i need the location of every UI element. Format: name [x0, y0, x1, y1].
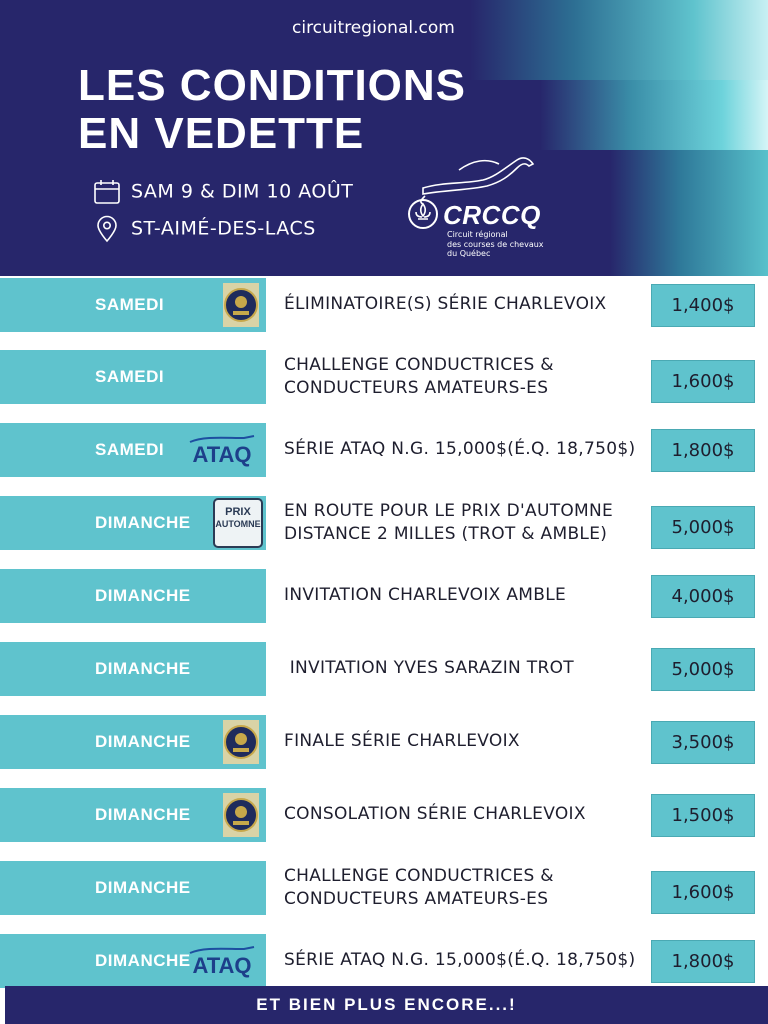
race-description — [284, 803, 586, 826]
location-pin-icon — [93, 215, 121, 243]
race-row — [0, 569, 768, 629]
race-day-block — [0, 715, 266, 769]
race-prize: 3,500$ — [651, 721, 755, 764]
page-title — [78, 62, 466, 158]
crccq-logo — [405, 150, 565, 270]
race-description — [284, 354, 554, 400]
race-day-label: SAMEDI — [95, 440, 165, 459]
race-day-block — [0, 861, 266, 915]
race-day-block — [0, 423, 266, 477]
header-banner — [0, 0, 768, 276]
race-description — [284, 865, 554, 911]
race-day-label: DIMANCHE — [95, 951, 191, 970]
logo-subtitle-line: Circuit régional — [447, 230, 508, 239]
race-description-line: INVITATION CHARLEVOIX AMBLE — [284, 585, 567, 605]
race-prize: 5,000$ — [651, 506, 755, 549]
race-day-block — [0, 496, 266, 550]
race-prize: 1,800$ — [651, 429, 755, 472]
race-description — [284, 500, 613, 546]
charlevoix-seal-icon — [223, 720, 259, 768]
title-line: EN VEDETTE — [78, 109, 365, 158]
prix-automne-logo-icon — [212, 497, 264, 553]
teal-gradient-block — [470, 0, 768, 80]
race-row — [0, 788, 768, 848]
race-description-line: DISTANCE 2 MILLES (TROT & AMBLE) — [284, 524, 608, 544]
svg-text:ATAQ: ATAQ — [192, 442, 252, 467]
race-row — [0, 642, 768, 702]
race-row — [0, 496, 768, 556]
ataq-logo-icon — [184, 432, 260, 472]
race-description — [284, 657, 574, 680]
race-description-line: EN ROUTE POUR LE PRIX D'AUTOMNE — [284, 501, 614, 521]
charlevoix-seal-icon — [223, 793, 259, 841]
race-prize: 4,000$ — [651, 575, 755, 618]
race-prize: 1,400$ — [651, 284, 755, 327]
race-row — [0, 350, 768, 410]
race-day-block — [0, 278, 266, 332]
race-description-line: CONDUCTEURS AMATEURS-ES — [284, 378, 549, 398]
calendar-icon — [93, 178, 121, 206]
race-day-label: DIMANCHE — [95, 878, 191, 897]
race-description-line: CONSOLATION SÉRIE CHARLEVOIX — [284, 804, 586, 824]
race-day-block — [0, 788, 266, 842]
location-text: ST-AIMÉ-DES-LACS — [131, 217, 316, 240]
svg-text:AUTOMNE: AUTOMNE — [215, 519, 261, 529]
date-text: SAM 9 & DIM 10 AOÛT — [131, 180, 354, 203]
race-day-block — [0, 569, 266, 623]
race-description-line: SÉRIE ATAQ N.G. 15,000$(É.Q. 18,750$) — [284, 439, 636, 459]
event-date — [93, 178, 353, 206]
race-prize: 1,600$ — [651, 360, 755, 403]
fleur-de-lis-icon — [407, 198, 439, 230]
teal-gradient-block — [540, 80, 768, 150]
race-day-label: DIMANCHE — [95, 513, 191, 532]
race-day-label: DIMANCHE — [95, 805, 191, 824]
title-line: LES CONDITIONS — [78, 61, 467, 110]
svg-text:ATAQ: ATAQ — [192, 953, 252, 978]
race-description-line: CHALLENGE CONDUCTRICES & — [284, 355, 554, 375]
race-row — [0, 934, 768, 994]
race-row — [0, 423, 768, 483]
svg-text:PRIX: PRIX — [225, 506, 251, 518]
race-description — [284, 293, 607, 316]
logo-brand: CRCCQ — [443, 200, 541, 230]
race-prize: 5,000$ — [651, 648, 755, 691]
horse-icon — [413, 150, 543, 205]
race-day-label: DIMANCHE — [95, 586, 191, 605]
race-description-line: CHALLENGE CONDUCTRICES & — [284, 866, 554, 886]
race-row — [0, 861, 768, 921]
logo-subtitle — [447, 230, 577, 259]
race-description — [284, 438, 635, 461]
race-description-line: FINALE SÉRIE CHARLEVOIX — [284, 731, 520, 751]
race-prize: 1,800$ — [651, 940, 755, 983]
race-description-line: ÉLIMINATOIRE(S) SÉRIE CHARLEVOIX — [284, 294, 607, 314]
race-day-label: DIMANCHE — [95, 659, 191, 678]
race-row — [0, 715, 768, 775]
race-day-block — [0, 350, 266, 404]
race-description-line: CONDUCTEURS AMATEURS-ES — [284, 889, 549, 909]
ataq-logo-icon — [184, 943, 260, 983]
race-prize: 1,600$ — [651, 871, 755, 914]
race-day-label: SAMEDI — [95, 367, 165, 386]
event-location — [93, 215, 316, 243]
race-description-line: INVITATION YVES SARAZIN TROT — [284, 658, 574, 678]
race-prize: 1,500$ — [651, 794, 755, 837]
race-description — [284, 584, 566, 607]
teal-gradient-block — [610, 150, 768, 276]
footer-banner: ET BIEN PLUS ENCORE...! — [5, 986, 768, 1024]
race-description — [284, 730, 520, 753]
race-row — [0, 278, 768, 338]
race-description-line: SÉRIE ATAQ N.G. 15,000$(É.Q. 18,750$) — [284, 950, 636, 970]
race-day-block — [0, 934, 266, 988]
race-description — [284, 949, 635, 972]
website-link[interactable]: circuitregional.com — [292, 18, 455, 38]
charlevoix-seal-icon — [223, 283, 259, 331]
race-day-label: DIMANCHE — [95, 732, 191, 751]
logo-subtitle-line: des courses de chevaux — [447, 239, 544, 249]
race-day-block — [0, 642, 266, 696]
logo-subtitle-line: du Québec — [447, 249, 491, 258]
race-day-label: SAMEDI — [95, 295, 165, 314]
